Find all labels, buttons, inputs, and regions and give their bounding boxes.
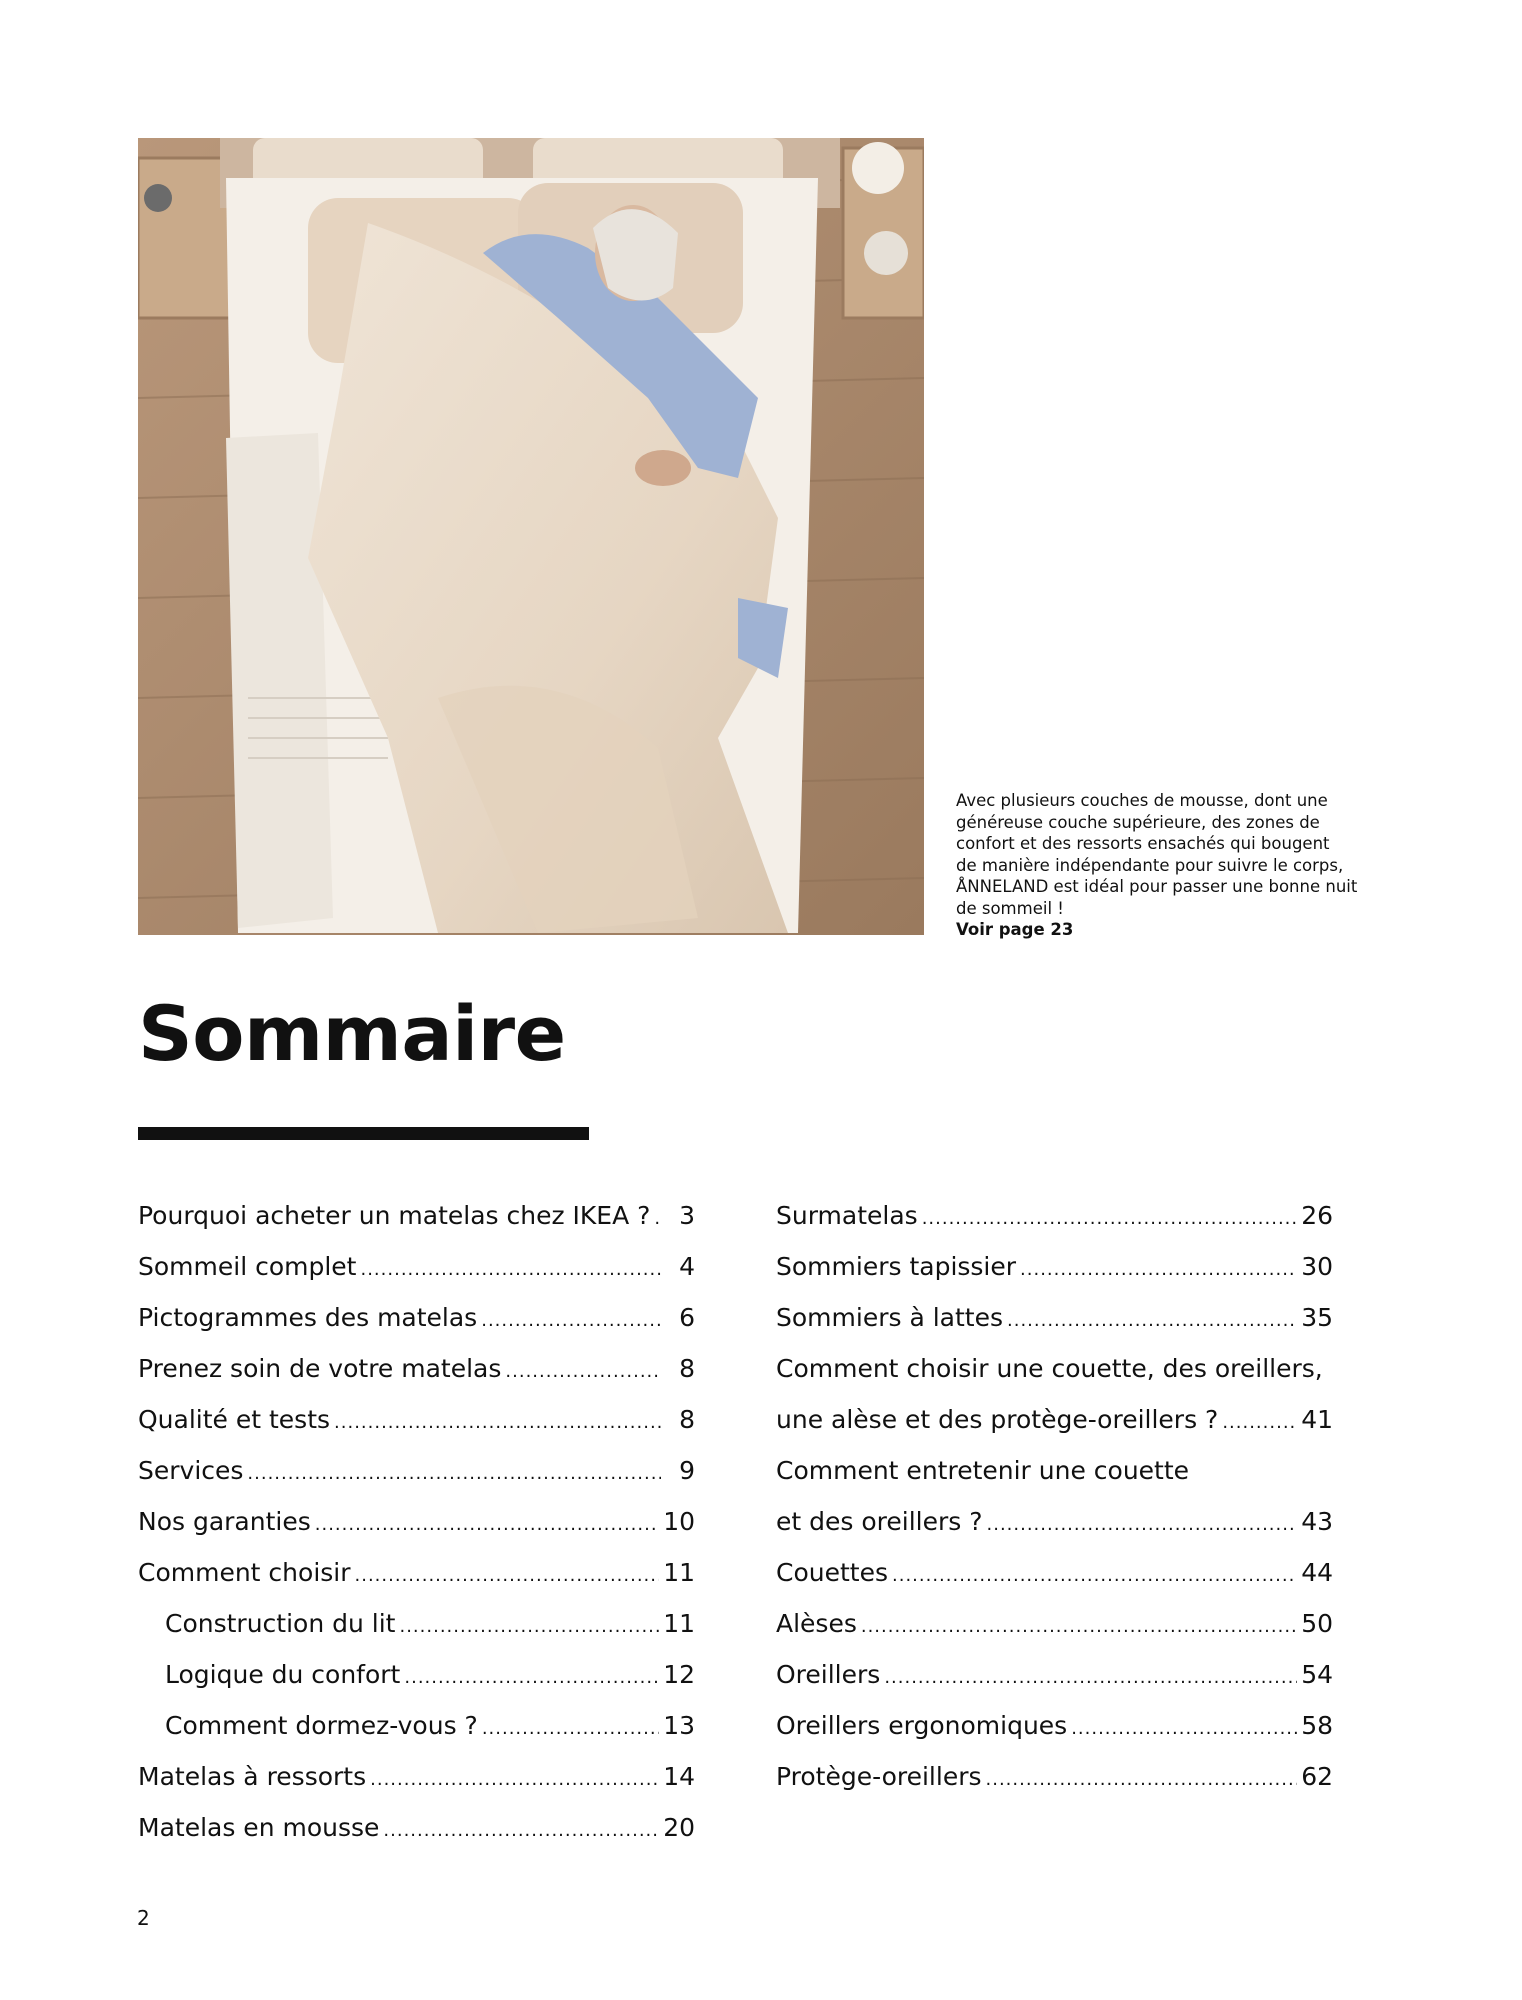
toc-entry[interactable] xyxy=(138,1547,695,1598)
toc-entry[interactable] xyxy=(138,1292,695,1343)
toc-leader-dots xyxy=(987,1499,1298,1550)
toc-entry[interactable] xyxy=(138,1802,695,1853)
toc-entry-label: Services xyxy=(138,1456,244,1485)
toc-entry[interactable] xyxy=(776,1700,1333,1751)
toc-subentry[interactable] xyxy=(138,1649,695,1700)
toc-leader-dots xyxy=(922,1193,1297,1244)
toc-subentry[interactable] xyxy=(138,1598,695,1649)
title-underline xyxy=(138,1127,589,1140)
toc-entry-page: 9 xyxy=(679,1456,695,1485)
toc-entry[interactable] xyxy=(776,1751,1333,1802)
toc-entry[interactable] xyxy=(776,1598,1333,1649)
toc-entry[interactable] xyxy=(776,1496,1333,1547)
toc-entry-label: Sommiers tapissier xyxy=(776,1252,1017,1281)
page-number: 2 xyxy=(137,1906,150,1930)
caption-line: de manière indépendante pour suivre le corps, xyxy=(956,855,1344,875)
caption-line: confort et des ressorts ensachés qui bougent xyxy=(956,834,1330,853)
toc-entry-label: Surmatelas xyxy=(776,1201,918,1230)
caption-line: de sommeil ! xyxy=(956,898,1064,918)
toc-entry-label: Nos garanties xyxy=(138,1507,311,1536)
toc-entry-label: Matelas en mousse xyxy=(138,1813,380,1842)
toc-entry-label: Pourquoi acheter un matelas chez IKEA ? xyxy=(138,1201,651,1230)
toc-entry-page: 12 xyxy=(663,1660,695,1689)
toc-entry-first-line[interactable] xyxy=(776,1445,1333,1496)
toc-leader-dots xyxy=(505,1346,661,1397)
toc-entry[interactable] xyxy=(776,1292,1333,1343)
toc-entry[interactable] xyxy=(776,1547,1333,1598)
toc-leader-dots xyxy=(404,1652,659,1703)
toc-entry-label: Prenez soin de votre matelas xyxy=(138,1354,502,1383)
toc-leader-dots xyxy=(654,1193,661,1244)
toc-entry-page: 8 xyxy=(679,1354,695,1383)
toc-entry-label: Sommiers à lattes xyxy=(776,1303,1003,1332)
toc-leader-dots xyxy=(482,1703,659,1754)
toc-leader-dots xyxy=(1071,1703,1297,1754)
toc-entry[interactable] xyxy=(138,1751,695,1802)
toc-entry-page: 6 xyxy=(679,1303,695,1332)
page-title: Sommaire xyxy=(138,989,566,1078)
toc-entry-page: 4 xyxy=(679,1252,695,1281)
toc-entry[interactable] xyxy=(138,1343,695,1394)
toc-entry-page: 11 xyxy=(663,1558,695,1587)
toc-leader-dots xyxy=(1007,1295,1297,1346)
toc-entry-page: 10 xyxy=(663,1507,695,1536)
toc-entry-page: 41 xyxy=(1301,1405,1333,1434)
toc-entry[interactable] xyxy=(776,1649,1333,1700)
toc-entry-label: Comment entretenir une couette xyxy=(776,1456,1190,1485)
toc-entry-page: 13 xyxy=(663,1711,695,1740)
toc-leader-dots xyxy=(355,1550,660,1601)
photo-caption xyxy=(956,790,1396,941)
hero-photo xyxy=(138,138,924,935)
toc-leader-dots xyxy=(1020,1244,1297,1295)
toc-entry-label: Comment choisir xyxy=(138,1558,351,1587)
toc-entry-label: Matelas à ressorts xyxy=(138,1762,367,1791)
toc-entry-page: 26 xyxy=(1301,1201,1333,1230)
toc-entry-page: 11 xyxy=(663,1609,695,1638)
toc-right-column xyxy=(776,1190,1333,1802)
toc-entry-label: Alèses xyxy=(776,1609,857,1638)
toc-entry-label: Couettes xyxy=(776,1558,888,1587)
bed-photo-illustration xyxy=(138,138,924,935)
toc-entry-label: Sommeil complet xyxy=(138,1252,357,1281)
toc-leader-dots xyxy=(247,1448,661,1499)
toc-entry[interactable] xyxy=(138,1445,695,1496)
toc-leader-dots xyxy=(861,1601,1297,1652)
toc-entry-label: Comment dormez-vous ? xyxy=(165,1711,478,1740)
toc-subentry[interactable] xyxy=(138,1700,695,1751)
toc-entry-label: Oreillers xyxy=(776,1660,881,1689)
toc-entry-label: Protège-oreillers xyxy=(776,1762,982,1791)
toc-entry-page: 14 xyxy=(663,1762,695,1791)
toc-entry-page: 62 xyxy=(1301,1762,1333,1791)
toc-leader-dots xyxy=(986,1754,1298,1805)
toc-leader-dots xyxy=(481,1295,661,1346)
toc-entry-label: une alèse et des protège-oreillers ? xyxy=(776,1405,1219,1434)
toc-entry-page: 43 xyxy=(1301,1507,1333,1536)
toc-entry-label: Qualité et tests xyxy=(138,1405,331,1434)
toc-entry-page: 44 xyxy=(1301,1558,1333,1587)
toc-leader-dots xyxy=(892,1550,1297,1601)
caption-line: généreuse couche supérieure, des zones de xyxy=(956,812,1320,832)
caption-line: Avec plusieurs couches de mousse, dont une xyxy=(956,791,1328,810)
toc-entry-first-line[interactable] xyxy=(776,1343,1333,1394)
toc-entry-label: Pictogrammes des matelas xyxy=(138,1303,478,1332)
toc-entry[interactable] xyxy=(138,1394,695,1445)
toc-leader-dots xyxy=(360,1244,661,1295)
toc-leader-dots xyxy=(399,1601,659,1652)
toc-entry-page: 50 xyxy=(1301,1609,1333,1638)
toc-entry[interactable] xyxy=(138,1190,695,1241)
toc-entry-label: et des oreillers ? xyxy=(776,1507,983,1536)
toc-entry[interactable] xyxy=(776,1190,1333,1241)
toc-entry-label: Comment choisir une couette, des oreillers, xyxy=(776,1354,1323,1383)
toc-entry-page: 3 xyxy=(679,1201,695,1230)
toc-leader-dots xyxy=(383,1805,659,1856)
toc-entry[interactable] xyxy=(138,1241,695,1292)
toc-entry[interactable] xyxy=(776,1394,1333,1445)
toc-entry-label: Oreillers ergonomiques xyxy=(776,1711,1068,1740)
toc-left-column xyxy=(138,1190,695,1853)
toc-entry-page: 54 xyxy=(1301,1660,1333,1689)
toc-entry-page: 8 xyxy=(679,1405,695,1434)
toc-leader-dots xyxy=(315,1499,659,1550)
toc-entry-page: 58 xyxy=(1301,1711,1333,1740)
toc-entry-label: Construction du lit xyxy=(165,1609,396,1638)
toc-leader-dots xyxy=(1222,1397,1297,1448)
toc-entry-page: 20 xyxy=(663,1813,695,1842)
toc-leader-dots xyxy=(334,1397,661,1448)
toc-leader-dots xyxy=(884,1652,1297,1703)
caption-line: ÅNNELAND est idéal pour passer une bonne nuit xyxy=(956,877,1358,896)
toc-entry[interactable] xyxy=(776,1241,1333,1292)
toc-leader-dots xyxy=(370,1754,659,1805)
caption-page-reference[interactable]: Voir page 23 xyxy=(956,920,1074,939)
toc-entry-page: 30 xyxy=(1301,1252,1333,1281)
toc-entry-label: Logique du confort xyxy=(165,1660,401,1689)
toc-entry-page: 35 xyxy=(1301,1303,1333,1332)
toc-entry[interactable] xyxy=(138,1496,695,1547)
